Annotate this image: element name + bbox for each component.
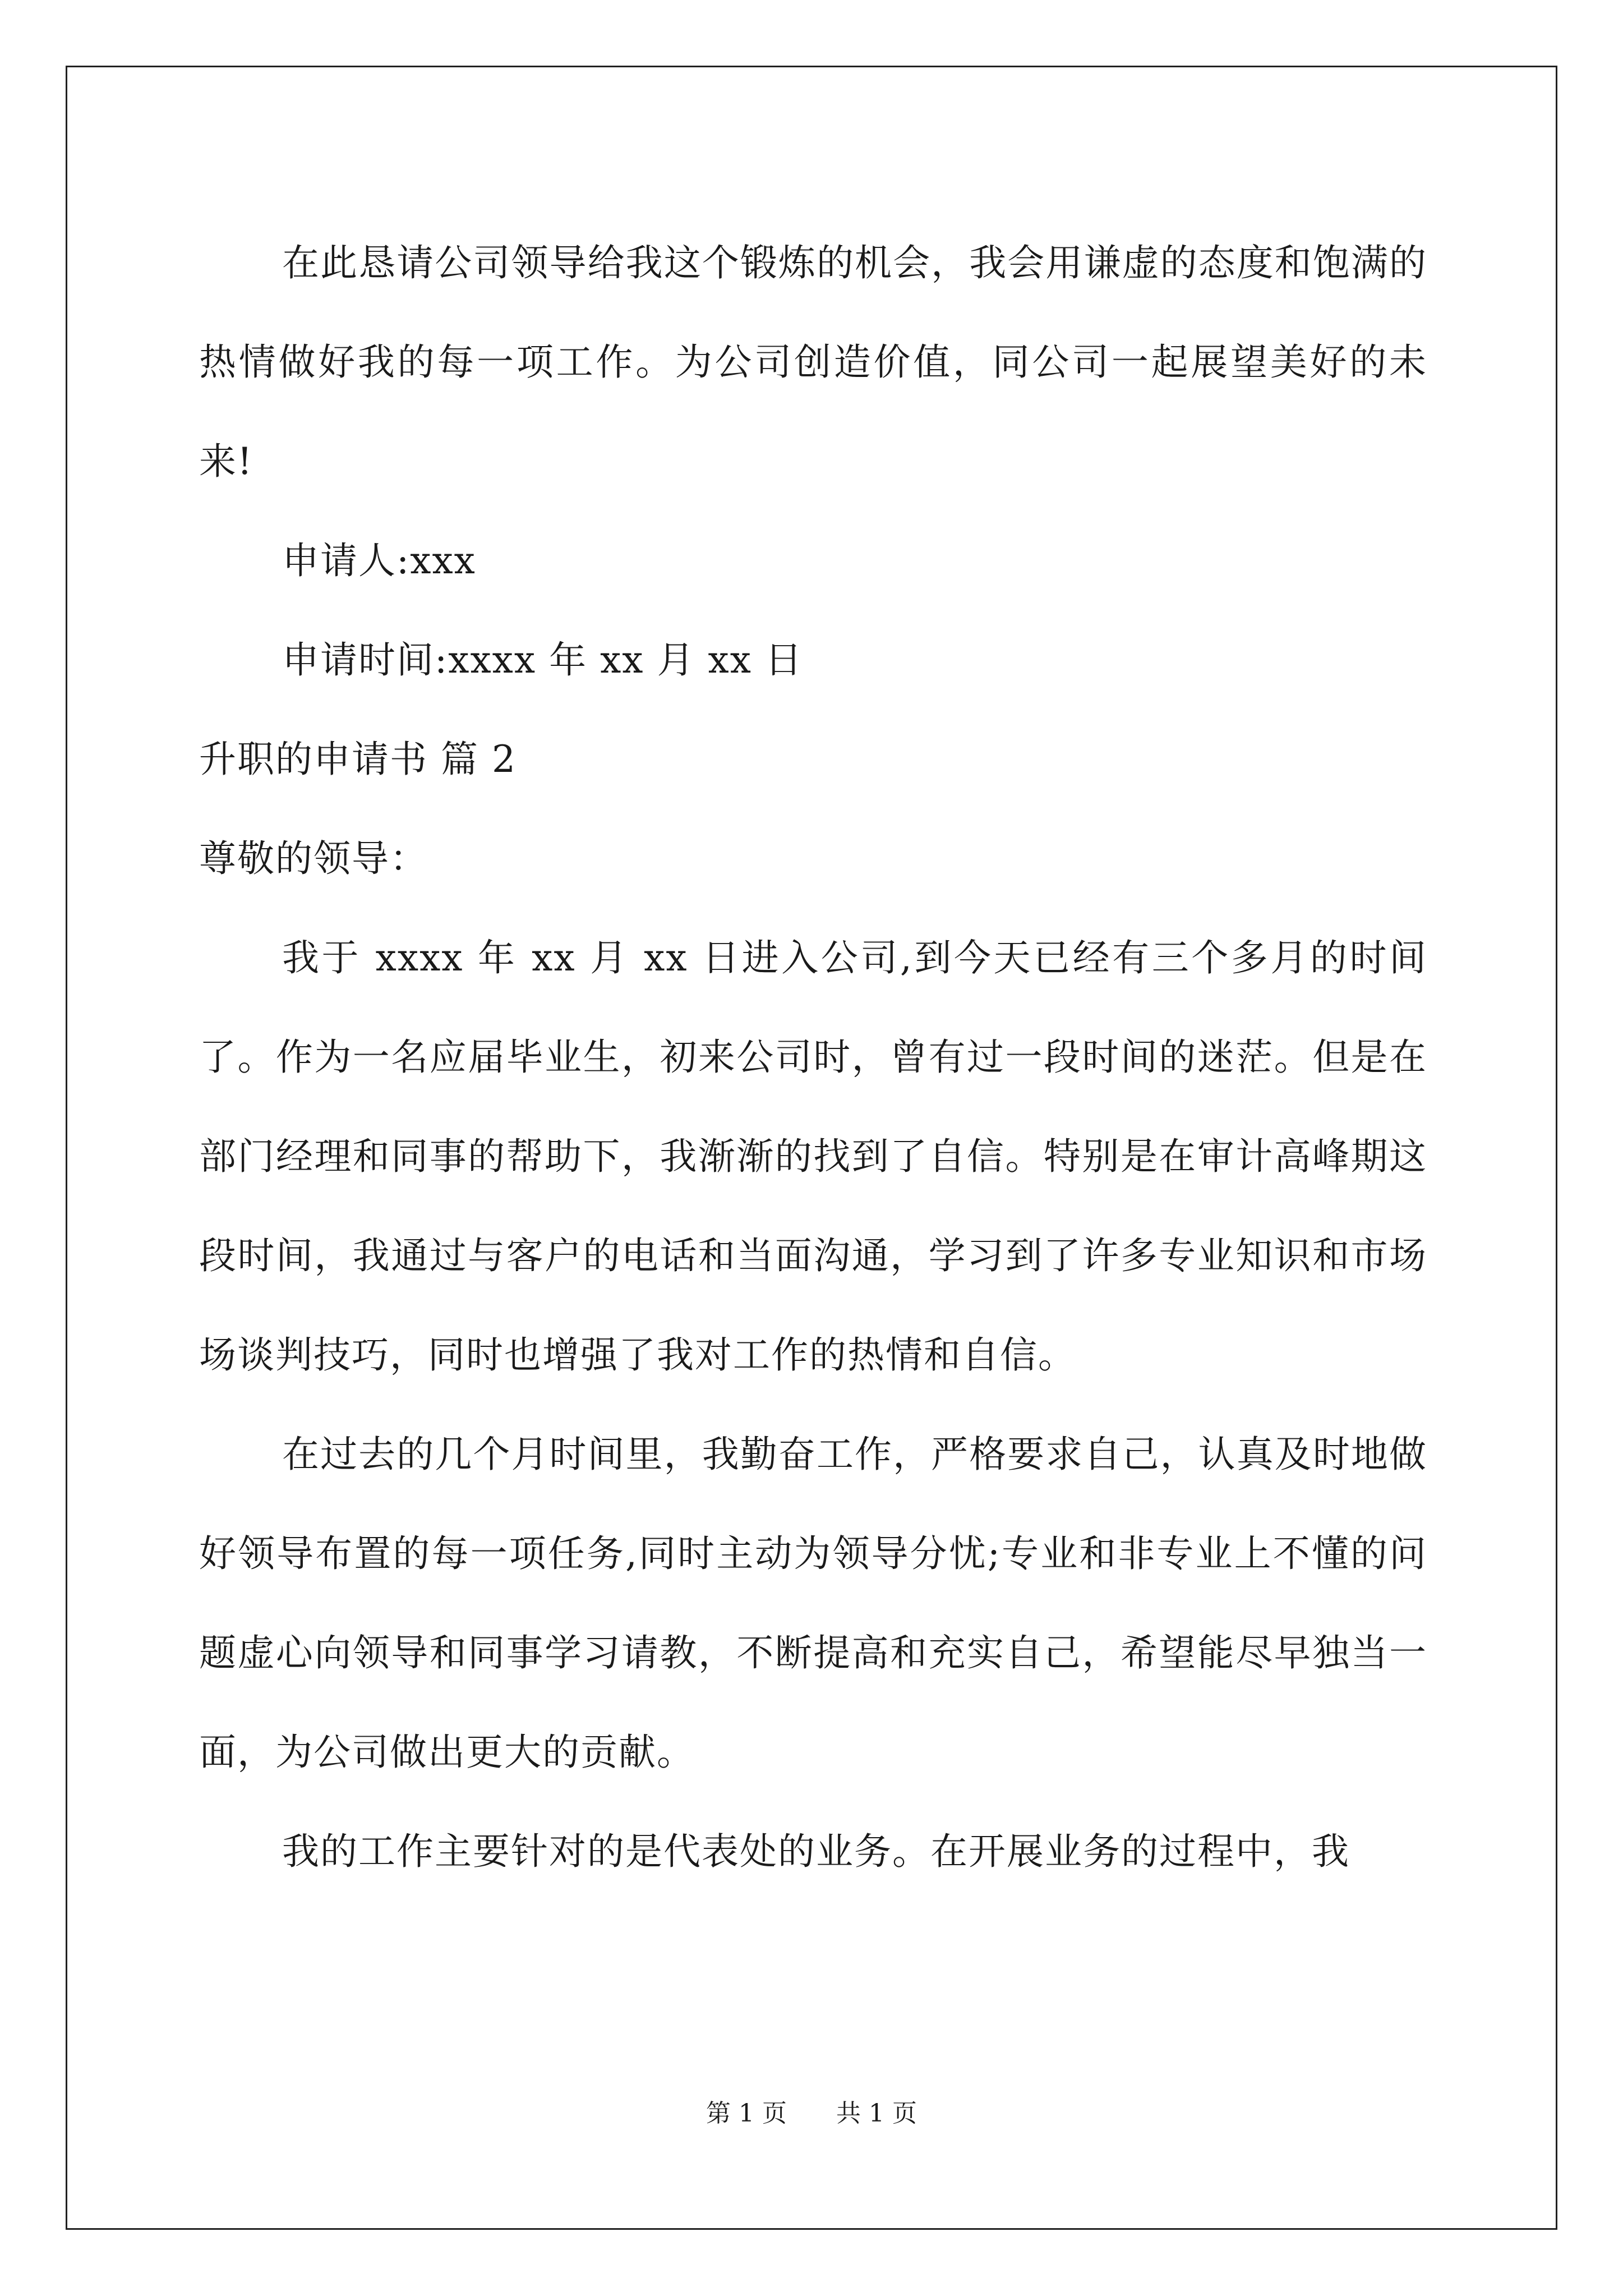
salutation: 尊敬的领导： (199, 837, 428, 880)
paragraph-introduction: 我于 xxxx 年 xx 月 xx 日进入公司,到今天已经有三个多月的时间了。作为一名应届毕业生，初来公司时，曾有过一段时间的迷茫。但是在部门经理和同事的帮助下，我渐渐的找到了自信。特别是在审计高峰期这段时间，我通过与客户的电话和当面沟通，学习到了许多专业知识和市场场谈判技巧，同时也增强了我对工作的热情和自信。 (199, 936, 1427, 1377)
page-number: 第 1 页 (706, 2099, 787, 2128)
applicant-line: 申请人:xxx (282, 539, 476, 582)
document-body (199, 213, 1427, 1901)
paragraph-closing-request: 在此恳请公司领导给我这个锻炼的机会，我会用谦虚的态度和饱满的热情做好我的每一项工作。为公司创造价值，同公司一起展望美好的未来! (199, 241, 1427, 483)
paragraph-work-scope: 我的工作主要针对的是代表处的业务。在开展业务的过程中，我 (282, 1830, 1350, 1873)
section-title: 升职的申请书 篇 2 (199, 738, 517, 781)
page-footer (0, 2097, 1623, 2131)
page-total: 共 1 页 (836, 2099, 917, 2128)
application-date-line: 申请时间:xxxx 年 xx 月 xx 日 (282, 638, 803, 682)
paragraph-work-attitude: 在过去的几个月时间里，我勤奋工作，严格要求自己，认真及时地做好领导布置的每一项任务,同时主动为领导分忧;专业和非专业上不懂的问题虚心向领导和同事学习请教，不断提高和充实自己，希望能尽早独当一面，为公司做出更大的贡献。 (199, 1433, 1427, 1774)
